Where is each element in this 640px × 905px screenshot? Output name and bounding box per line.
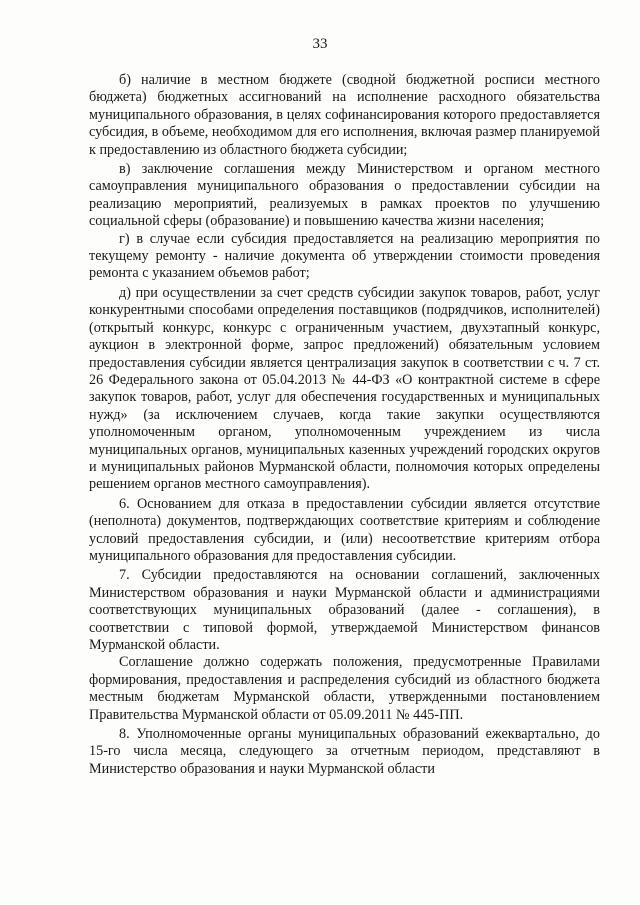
paragraph-d: д) при осуществлении за счет средств субсидии закупок товаров, работ, услуг конкурентными способами определения поставщиков (подрядчиков, исполнителей) (открытый конкурс, конкурс с ограниченным участием, двухэтапный конкурс, аукцион в электронной форме, запрос предложений) обязательным условием предоставления субсидии является централизация закупок в соответствии с ч. 7 ст. 26 Федерального закона от 05.04.2013 № 44-ФЗ «О контрактной системе в сфере закупок товаров, работ, услуг для обеспечения государственных и муниципальных нужд» (за исключением случаев, когда такие закупки осуществляются уполномоченным органом, уполномоченным учреждением из числа муниципальных органов, муниципальных казенных учреждений городских округов и муниципальных районов Мурманской области, полномочия которых определены решением органов местного самоуправления). (89, 284, 600, 493)
paragraph-8: 8. Уполномоченные органы муниципальных образований ежеквартально, до 15-го числа месяца, следующего за отчетным периодом, представляют в Министерство образования и науки Мурманской области (89, 726, 600, 777)
document-body (89, 72, 600, 778)
paragraph-g: г) в случае если субсидия предоставляется на реализацию мероприятия по текущему ремонту - наличие документа об утверждении стоимости проведения ремонта с указанием объемов работ; (89, 230, 600, 282)
page-number: 33 (312, 36, 328, 52)
paragraph-7: 7. Субсидии предоставляются на основании соглашений, заключенных Министерством образования и науки Мурманской области и администрациями соответствующих муниципальных образований (далее - соглашения), в соответствии с типовой формой, утверждаемой Министерством финансов Мурманской области. (89, 567, 600, 653)
paragraph-agreement: Соглашение должно содержать положения, предусмотренные Правилами формирования, предоставления и распределения субсидий из областного бюджета местным бюджетам Мурманской области, утвержденными постановлением Правительства Мурманской области от 05.09.2011 № 445-ПП. (89, 654, 600, 723)
paragraph-v: в) заключение соглашения между Министерством и органом местного самоуправления муниципального образования о предоставлении субсидии на реализацию мероприятий, реализуемых в рамках проектов по улучшению социальной сферы (образование) и повышению качества жизни населения; (89, 161, 600, 230)
paragraph-b: б) наличие в местном бюджете (сводной бюджетной росписи местного бюджета) бюджетных ассигнований на исполнение расходного обязательства муниципального образования, в целях софинансирования которого предоставляется субсидия, в объеме, необходимом для его исполнения, включая размер планируемой к предоставлению из областного бюджета субсидии; (89, 72, 600, 158)
paragraph-6: 6. Основанием для отказа в предоставлении субсидии является отсутствие (неполнота) документов, подтверждающих соответствие критериям и соблюдение условий предоставления субсидии, и (или) несоответствие критериям отбора муниципального образования для предоставления субсидии. (89, 495, 600, 564)
